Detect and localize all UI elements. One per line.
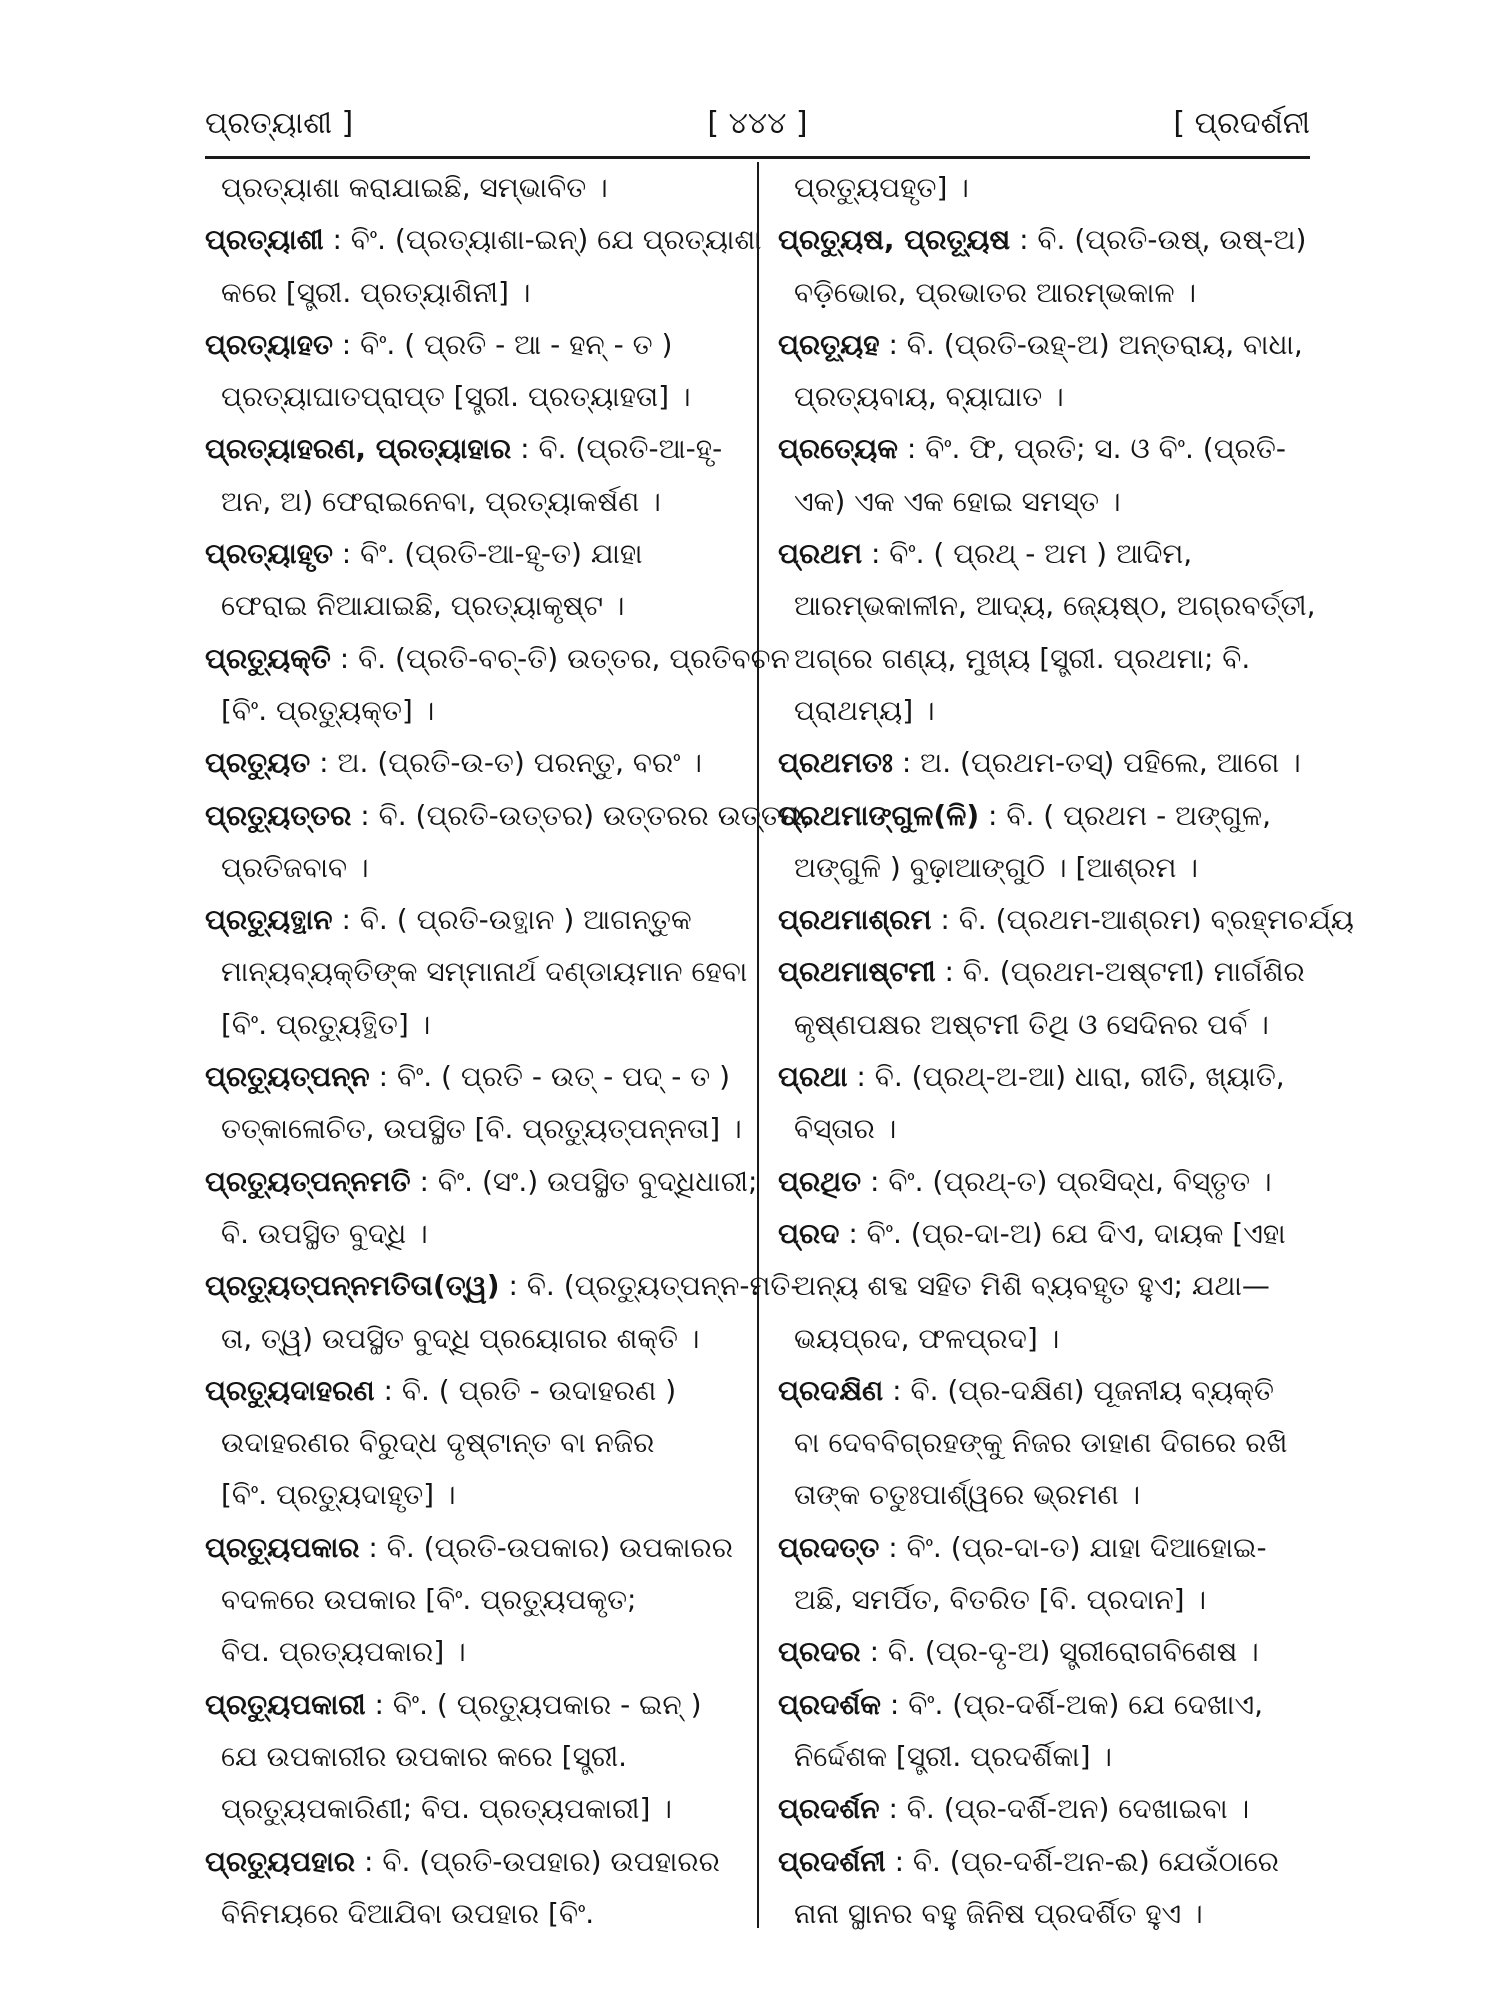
column-divider [757, 162, 759, 1928]
entry-line [205, 790, 811, 842]
entry-text: ବିନିମୟରେ ଦିଆଯିବା ଉପହାର [ବିଂ. [221, 1896, 595, 1930]
entry-text: : ବି. (ପ୍ରତି-ଉତ୍ତର) ଉତ୍ତରର ଉତ୍ତର, [351, 798, 811, 832]
entry-line [778, 423, 1310, 475]
entry-text: : ବି. (ପ୍ରତ୍ୟୁତ୍ପନ୍ନ-ମତି- [499, 1269, 801, 1303]
entry-line [778, 633, 1310, 685]
headword: ପ୍ରତ୍ୟେକ [778, 432, 898, 466]
entry-line [205, 476, 737, 528]
entry-text: ଏକ) ଏକ ଏକ ହୋଇ ସମସ୍ତ । [794, 484, 1121, 518]
entry-text: ପ୍ରତ୍ୟୁପକାରିଣୀ; ବିପ. ପ୍ରତ୍ୟପକାରୀ] । [221, 1792, 672, 1826]
entry-text: : ବି. (ପ୍ରତି-ଉହ୍-ଅ) ଅନ୍ତରାୟ, ବାଧା, [879, 327, 1303, 361]
entry-line [778, 476, 1310, 528]
headword: ପ୍ରତ୍ୟୁଷ, ପ୍ରତ୍ୟୂଷ [778, 223, 1011, 257]
entry-text: : ବି. ( ପ୍ରଥମ - ଅଙ୍ଗୁଳ, [979, 798, 1271, 832]
page-number: [ ୪୪୪ ] [707, 106, 808, 141]
entry-line [778, 267, 1310, 319]
headword: ପ୍ରତ୍ୟୁତ୍ପନ୍ନମତିତା(ତ୍ୱ) [205, 1269, 500, 1303]
entry-text: ଉଦାହରଣର ବିରୁଦ୍ଧ ଦୃଷ୍ଟାନ୍ତ ବା ନଜିର [221, 1426, 655, 1460]
entry-line [778, 371, 1310, 423]
entry-text: : ବି. (ପ୍ର-ଦର୍ଶି-ଅନ) ଦେଖାଇବା । [879, 1792, 1250, 1826]
entry-line [778, 1469, 1310, 1521]
entry-line [205, 1051, 737, 1103]
entry-text: : ବି. (ପ୍ରତି-ଉଷ୍, ଉଷ୍-ଅ) [1010, 223, 1307, 257]
entry-text: : ବିଂ. (ସଂ.) ଉପସ୍ଥିତ ବୁଦ୍ଧିଧାରୀ; [410, 1164, 758, 1198]
entry-text: : ବି. (ପ୍ରତି-ଉପହାର) ଉପହାରର [355, 1844, 720, 1878]
entry-line [778, 1522, 1310, 1574]
entry-line [778, 790, 1310, 842]
headword: ପ୍ରତ୍ୟୂହ [778, 327, 880, 361]
headword: ପ୍ରତ୍ୟୁତ୍ତର [205, 798, 352, 832]
entry-text: ଆରମ୍ଭକାଳୀନ, ଆଦ୍ୟ, ଜ୍ୟେଷ୍ଠ, ଅଗ୍ରବର୍ତ୍ତୀ, [794, 589, 1316, 623]
headword: ପ୍ରତ୍ୟୁତ୍ଥାନ [205, 903, 333, 937]
entry-text: : ବି. (ପ୍ରତି-ଆ-ହୃ- [511, 432, 723, 466]
headword: ପ୍ରତ୍ୟୁପକାର [205, 1530, 360, 1564]
entry-line [205, 423, 737, 475]
entry-line [778, 1260, 1310, 1312]
headword: ପ୍ରତ୍ୟୁତ [205, 746, 311, 780]
entry-line [205, 1836, 737, 1888]
entry-text: ଅନ, ଅ) ଫେରାଇନେବା, ପ୍ରତ୍ୟାକର୍ଷଣ । [221, 484, 661, 518]
entry-line [205, 1522, 737, 1574]
entry-line [205, 319, 737, 371]
entry-line [205, 1783, 737, 1835]
entry-line [778, 580, 1316, 632]
entry-text: ତା, ତ୍ୱ) ଉପସ୍ଥିତ ବୁଦ୍ଧି ପ୍ରୟୋଗର ଶକ୍ତି । [221, 1321, 700, 1355]
entry-line [778, 894, 1354, 946]
entry-text: : ବି. (ପ୍ର-ଦର୍ଶି-ଅନ-ଈ) ଯେଉଁଠାରେ [885, 1844, 1279, 1878]
entry-line [205, 633, 790, 685]
entry-line [205, 842, 737, 894]
entry-line [778, 1208, 1310, 1260]
entry-line [205, 580, 737, 632]
entry-text: [ବିଂ. ପ୍ରତ୍ୟୁକ୍ତ] । [221, 693, 435, 727]
entry-line [205, 1888, 737, 1940]
entry-text: : ବିଂ. ଫି, ପ୍ରତି; ସ. ଓ ବିଂ. (ପ୍ରତି- [897, 432, 1286, 466]
entry-line [778, 319, 1310, 371]
entry-columns [205, 162, 1354, 1930]
headword: ପ୍ରତ୍ୟାହୃତ [205, 537, 333, 571]
entry-line [778, 999, 1310, 1051]
entry-line [205, 999, 737, 1051]
right-column [778, 162, 1354, 1940]
entry-line [205, 946, 748, 998]
entry-text: ଫେରାଇ ନିଆଯାଇଛି, ପ୍ରତ୍ୟାକୃଷ୍ଟ । [221, 589, 625, 623]
entry-text: ପ୍ରତ୍ୟୁପହୃତ] । [794, 171, 969, 204]
entry-text: ବଡ଼ିଭୋର, ପ୍ରଭାତର ଆରମ୍ଭକାଳ । [794, 275, 1197, 309]
entry-text: : ବିଂ. (ପ୍ରତି-ଆ-ହୃ-ତ) ଯାହା [332, 537, 643, 571]
entry-text: : ବି. (ପ୍ର-ଦକ୍ଷିଣ) ପୂଜନୀୟ ବ୍ୟକ୍ତି [883, 1373, 1274, 1407]
entry-text: ପ୍ରତ୍ୟାଶା କରାଯାଇଛି, ସମ୍ଭାବିତ । [221, 171, 608, 204]
entry-text: ପ୍ରତ୍ୟବାୟ, ବ୍ୟାଘାତ । [794, 380, 1064, 414]
entry-line [205, 1313, 737, 1365]
entry-text: ତତ୍କାଳୋଚିତ, ଉପସ୍ଥିତ [ବି. ପ୍ରତ୍ୟୁତ୍ପନ୍ନତା] । [221, 1112, 742, 1146]
running-head-right: [ ପ୍ରଦର୍ଶନୀ [1173, 106, 1310, 141]
entry-text: ତାଙ୍କ ଚତୁଃପାର୍ଶ୍ୱରେ ଭ୍ରମଣ । [794, 1478, 1141, 1512]
running-head-left: ପ୍ରତ୍ୟାଶୀ ] [205, 106, 354, 141]
headword: ପ୍ରତ୍ୟୁଦାହରଣ [205, 1373, 375, 1407]
entry-line [778, 1836, 1310, 1888]
entry-text: ଅଛି, ସମର୍ପିତ, ବିତରିତ [ବି. ପ୍ରଦାନ] । [794, 1583, 1207, 1617]
entry-line [778, 1626, 1310, 1678]
headword: ପ୍ରତ୍ୟୁକ୍ତି [205, 641, 331, 675]
entry-text: [ବିଂ. ପ୍ରତ୍ୟୁତ୍ଥିତ] । [221, 1007, 431, 1041]
entry-line [205, 1679, 737, 1731]
entry-line [778, 1103, 1310, 1155]
headword: ପ୍ରତ୍ୟୁପହାର [205, 1844, 356, 1878]
entry-line [778, 1051, 1310, 1103]
entry-line [205, 528, 737, 580]
entry-text: : ବିଂ. (ପ୍ରଥ୍-ତ) ପ୍ରସିଦ୍ଧ, ବିସ୍ତୃତ । [861, 1164, 1272, 1198]
entry-text: ପ୍ରତିଜବାବ । [221, 850, 369, 884]
headword: ପ୍ରଥିତ [778, 1164, 862, 1198]
entry-line [778, 1365, 1310, 1417]
entry-text: ଭୟପ୍ରଦ, ଫଳପ୍ରଦ] । [794, 1321, 1060, 1355]
entry-text: : ବି. (ପ୍ରତି-ବଚ୍-ତି) ଉତ୍ତର, ପ୍ରତିବଚନ [330, 641, 790, 675]
header-rule [205, 156, 1310, 159]
entry-text: ନାନା ସ୍ଥାନର ବହୁ ଜିନିଷ ପ୍ରଦର୍ଶିତ ହୁଏ । [794, 1896, 1203, 1930]
entry-line [778, 1574, 1310, 1626]
entry-text: : ଅ. (ପ୍ରଥମ-ତସ୍) ପହିଲେ, ଆଗେ । [892, 746, 1301, 780]
entry-text: ଯେ ଉପକାରୀର ଉପକାର କରେ [ସ୍ତ୍ରୀ. [221, 1739, 628, 1773]
headword: ପ୍ରଥମାଙ୍ଗୁଳ(ଳି) [778, 798, 980, 832]
entry-line [205, 1156, 758, 1208]
entry-line [205, 1731, 737, 1783]
entry-text: [ବିଂ. ପ୍ରତ୍ୟୁଦାହୃତ] । [221, 1478, 456, 1512]
headword: ପ୍ରଦକ୍ଷିଣ [778, 1373, 884, 1407]
entry-line [778, 1888, 1310, 1940]
entry-text: ଅନ୍ୟ ଶବ୍ଦ ସହିତ ମିଶି ବ୍ୟବହୃତ ହୁଏ; ଯଥା— [794, 1269, 1270, 1303]
entry-line [778, 737, 1310, 789]
entry-line [778, 685, 1310, 737]
entry-text: : ବିଂ. ( ପ୍ରଥ୍ - ଅମ ) ଆଦିମ, [862, 537, 1193, 571]
headword: ପ୍ରଥମାଶ୍ରମ [778, 903, 932, 937]
entry-line [778, 214, 1310, 266]
entry-text: : ବିଂ. (ପ୍ର-ଦର୍ଶି-ଅକ) ଯେ ଦେଖାଏ, [880, 1687, 1264, 1721]
entry-line [778, 1417, 1310, 1469]
entry-line [205, 737, 737, 789]
entry-text: ପ୍ରାଥମ୍ୟ] । [794, 693, 935, 727]
headword: ପ୍ରଦର୍ଶନୀ [778, 1844, 886, 1878]
headword: ପ୍ରଥମତଃ [778, 746, 893, 780]
entry-line [778, 946, 1310, 998]
entry-text: : ବିଂ. (ପ୍ରତ୍ୟାଶା-ଇନ୍) ଯେ ପ୍ରତ୍ୟାଶା [323, 223, 762, 257]
entry-text: : ବିଂ. ( ପ୍ରତ୍ୟୁପକାର - ଇନ୍ ) [365, 1687, 702, 1721]
headword: ପ୍ରଦର୍ଶନ [778, 1792, 880, 1826]
dictionary-page [205, 98, 1354, 1930]
entry-text: : ବିଂ. ( ପ୍ରତି - ଉତ୍ - ପଦ୍ - ତ ) [369, 1060, 731, 1094]
headword: ପ୍ରଦ [778, 1216, 840, 1250]
entry-line [205, 214, 762, 266]
entry-line [205, 267, 737, 319]
headword: ପ୍ରଥମ [778, 537, 863, 571]
entry-line [205, 1417, 737, 1469]
entry-line [205, 1103, 742, 1155]
entry-line [205, 1574, 737, 1626]
entry-line [778, 1679, 1310, 1731]
entry-text: ମାନ୍ୟବ୍ୟକ୍ତିଙ୍କ ସମ୍ମାନାର୍ଥ ଦଣ୍ଡାୟମାନ ହେବା [221, 955, 748, 989]
entry-text: : ବି. (ପ୍ରଥମ-ଆଶ୍ରମ) ବ୍ରହ୍ମଚର୍ଯ୍ୟ [931, 903, 1354, 937]
headword: ପ୍ରତ୍ୟୁତ୍ପନ୍ନମତି [205, 1164, 411, 1198]
entry-text: ଅଗ୍ରେ ଗଣ୍ୟ, ମୁଖ୍ୟ [ସ୍ତ୍ରୀ. ପ୍ରଥମା; ବି. [794, 641, 1251, 675]
headword: ପ୍ରଥମାଷ୍ଟମୀ [778, 955, 936, 989]
entry-line [205, 1208, 737, 1260]
entry-line [778, 1783, 1310, 1835]
entry-text: : ବି. (ପ୍ରଥମ-ଅଷ୍ଟମୀ) ମାର୍ଗଶିର [935, 955, 1305, 989]
entry-line [205, 1469, 737, 1521]
entry-line [778, 1731, 1310, 1783]
headword: ପ୍ରତ୍ୟାଶୀ [205, 223, 324, 257]
entry-text: : ବି. ( ପ୍ରତି-ଉତ୍ଥାନ ) ଆଗନ୍ତୁକ [332, 903, 692, 937]
entry-text: ଅଙ୍ଗୁଳି ) ବୁଢ଼ାଆଙ୍ଗୁଠି । [ଆଶ୍ରମ । [794, 850, 1198, 884]
entry-line [205, 162, 737, 214]
entry-text: : ବିଂ. ( ପ୍ରତି - ଆ - ହନ୍ - ତ ) [332, 327, 673, 361]
entry-text: କୃଷ୍ଣପକ୍ଷର ଅଷ୍ଟମୀ ତିଥି ଓ ସେଦିନର ପର୍ବ । [794, 1007, 1269, 1041]
entry-line [205, 1626, 737, 1678]
entry-text: ବି. ଉପସ୍ଥିତ ବୁଦ୍ଧି । [221, 1216, 428, 1250]
headword: ପ୍ରଦର [778, 1635, 861, 1669]
entry-line [778, 1156, 1310, 1208]
entry-text: ବିସ୍ତାର । [794, 1112, 897, 1146]
entry-text: : ବିଂ. (ପ୍ର-ଦା-ଅ) ଯେ ଦିଏ, ଦାୟକ [ଏହା [839, 1216, 1286, 1250]
headword: ପ୍ରଦର୍ଶକ [778, 1687, 881, 1721]
entry-text: ବଦଳରେ ଉପକାର [ବିଂ. ପ୍ରତ୍ୟୁପକୃତ; [221, 1583, 637, 1617]
entry-line [205, 1260, 801, 1312]
headword: ପ୍ରତ୍ୟୁତ୍ପନ୍ନ [205, 1060, 370, 1094]
entry-text: : ବି. (ପ୍ର-ଦୃ-ଅ) ସ୍ତ୍ରୀରୋଗବିଶେଷ । [860, 1635, 1259, 1669]
running-head [205, 98, 1310, 150]
entry-text: ନିର୍ଦ୍ଦେଶକ [ସ୍ତ୍ରୀ. ପ୍ରଦର୍ଶିକା] । [794, 1739, 1112, 1773]
entry-line [778, 528, 1310, 580]
entry-text: ବିପ. ପ୍ରତ୍ୟପକାର] । [221, 1635, 466, 1669]
entry-text: କରେ [ସ୍ତ୍ରୀ. ପ୍ରତ୍ୟାଶିନୀ] । [221, 275, 531, 309]
entry-text: : ବି. ( ପ୍ରତି - ଉଦାହରଣ ) [374, 1373, 677, 1407]
headword: ପ୍ରଦତ୍ତ [778, 1530, 880, 1564]
entry-line [205, 685, 737, 737]
headword: ପ୍ରତ୍ୟାହତ [205, 327, 333, 361]
entry-text: : ବି. (ପ୍ରତି-ଉପକାର) ଉପକାରର [359, 1530, 733, 1564]
entry-text: : ବି. (ପ୍ରଥ୍-ଅ-ଆ) ଧାରା, ରୀତି, ଖ୍ୟାତି, [847, 1060, 1285, 1094]
headword: ପ୍ରଥା [778, 1060, 848, 1094]
entry-line [778, 162, 1310, 214]
entry-text: : ବିଂ. (ପ୍ର-ଦା-ତ) ଯାହା ଦିଆହୋଇ- [879, 1530, 1267, 1564]
headword: ପ୍ରତ୍ୟାହରଣ, ପ୍ରତ୍ୟାହାର [205, 432, 512, 466]
entry-line [778, 842, 1310, 894]
entry-line [205, 1365, 737, 1417]
entry-text: ପ୍ରତ୍ୟାଘାତପ୍ରାପ୍ତ [ସ୍ତ୍ରୀ. ପ୍ରତ୍ୟାହତା] । [221, 380, 691, 414]
entry-text: ବା ଦେବବିଗ୍ରହଙ୍କୁ ନିଜର ଡାହାଣ ଦିଗରେ ରଖି [794, 1426, 1288, 1460]
entry-line [205, 894, 737, 946]
headword: ପ୍ରତ୍ୟୁପକାରୀ [205, 1687, 366, 1721]
entry-line [778, 1313, 1310, 1365]
entry-line [205, 371, 737, 423]
entry-text: : ଅ. (ପ୍ରତି-ଉ-ତ) ପରନ୍ତୁ, ବରଂ । [310, 746, 702, 780]
